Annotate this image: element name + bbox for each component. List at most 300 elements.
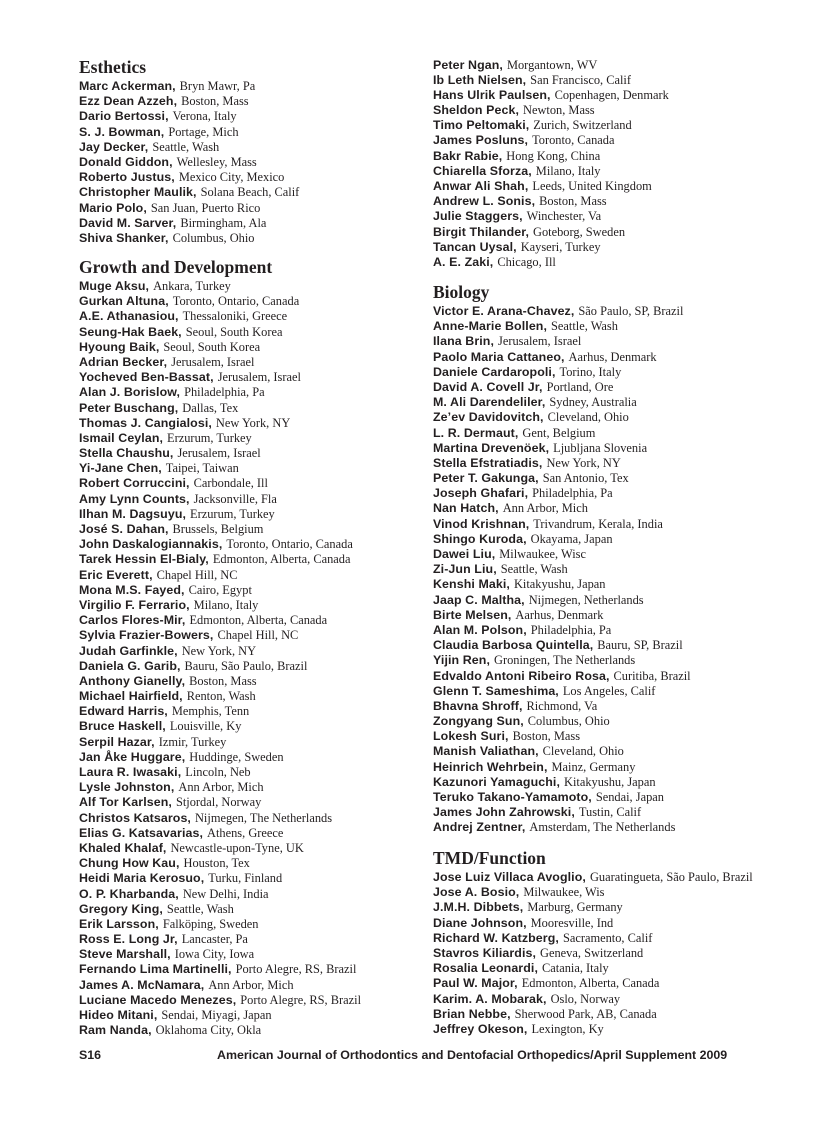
reviewer-name: Virgilio F. Ferrario, — [79, 597, 190, 612]
reviewer-entry — [79, 977, 361, 992]
reviewer-entry — [79, 870, 361, 885]
reviewer-name: Richard W. Katzberg, — [433, 930, 559, 945]
reviewer-entry — [433, 915, 753, 930]
reviewer-entry — [433, 239, 669, 254]
reviewer-location: Amsterdam, The Netherlands — [529, 820, 676, 835]
section-heading: Esthetics — [79, 57, 147, 77]
reviewer-location: Jerusalem, Israel — [498, 334, 582, 349]
reviewer-entry — [433, 960, 753, 975]
reviewer-entry — [79, 400, 361, 415]
reviewer-location: Torino, Italy — [559, 364, 622, 379]
reviewer-location: Jerusalem, Israel — [177, 446, 261, 461]
reviewer-name: Serpil Hazar, — [79, 734, 155, 749]
reviewer-entry — [79, 139, 299, 154]
reviewer-entry — [79, 445, 361, 460]
reviewer-location: São Paulo, SP, Brazil — [578, 304, 684, 318]
reviewer-entry — [79, 840, 361, 855]
reviewer-entry — [433, 945, 753, 960]
reviewer-name: Tancan Uysal, — [433, 239, 517, 254]
reviewer-name: Stella Chaushu, — [79, 446, 174, 461]
reviewer-entry — [433, 622, 691, 637]
reviewer-entry — [79, 597, 361, 612]
reviewer-name: Julie Staggers, — [433, 209, 523, 224]
reviewer-name: Heinrich Wehrbein, — [433, 759, 548, 774]
reviewer-location: New York, NY — [546, 455, 621, 470]
reviewer-entry — [79, 794, 361, 809]
reviewer-entry — [79, 339, 361, 354]
reviewer-entry — [433, 592, 691, 607]
reviewer-location: Philadelphia, Pa — [184, 385, 265, 400]
section-tmd-function — [433, 848, 753, 1036]
reviewer-location: Erzurum, Turkey — [167, 430, 252, 445]
reviewer-location: Columbus, Ohio — [172, 230, 255, 245]
reviewer-location: Groningen, The Netherlands — [494, 653, 636, 668]
reviewer-location: Marburg, Germany — [527, 900, 623, 915]
reviewer-name: Steve Marshall, — [79, 947, 171, 962]
reviewer-entry — [79, 536, 361, 551]
reviewer-location: Mooresville, Ind — [530, 915, 614, 930]
reviewer-entry — [433, 607, 691, 622]
reviewer-entry — [79, 1007, 361, 1022]
reviewer-entry — [433, 254, 669, 269]
reviewer-entry — [433, 884, 753, 899]
reviewer-location: Edmonton, Alberta, Canada — [521, 976, 660, 991]
reviewer-name: Shingo Kuroda, — [433, 531, 527, 546]
reviewer-name: Seung-Hak Baek, — [79, 324, 182, 339]
reviewer-name: Jay Decker, — [79, 139, 149, 154]
reviewer-entry — [433, 637, 691, 652]
reviewer-entry — [79, 825, 361, 840]
reviewer-entry — [79, 430, 361, 445]
reviewer-name: Stella Efstratiadis, — [433, 455, 543, 470]
reviewer-entry — [433, 364, 691, 379]
reviewer-location: Mainz, Germany — [551, 759, 636, 774]
reviewer-location: Dallas, Tex — [182, 400, 239, 415]
reviewer-entry — [433, 349, 691, 364]
reviewer-location: Nijmegen, The Netherlands — [194, 810, 333, 825]
reviewer-location: Lancaster, Pa — [181, 932, 248, 947]
reviewer-name: Ram Nanda, — [79, 1023, 152, 1038]
section-heading: Growth and Development — [79, 257, 273, 277]
reviewer-entry — [433, 546, 691, 561]
reviewer-entry — [79, 946, 361, 961]
reviewer-entry — [433, 975, 753, 990]
reviewer-name: Marc Ackerman, — [79, 79, 176, 93]
reviewer-location: Aarhus, Denmark — [568, 349, 657, 364]
reviewer-entry — [433, 531, 691, 546]
reviewer-name: Amy Lynn Counts, — [79, 491, 190, 506]
reviewer-name: Eric Everett, — [79, 567, 153, 582]
reviewer-name: Zi-Jun Liu, — [433, 562, 497, 577]
reviewer-entry — [79, 1022, 361, 1037]
reviewer-name: Peter Ngan, — [433, 57, 503, 72]
reviewer-location: Okayama, Japan — [530, 531, 613, 546]
reviewer-entry — [79, 886, 361, 901]
reviewer-location: Guaratingueta, São Paulo, Brazil — [589, 870, 753, 884]
reviewer-location: Seattle, Wash — [152, 139, 220, 154]
reviewer-name: Alan M. Polson, — [433, 622, 527, 637]
reviewer-location: Ann Arbor, Mich — [178, 780, 264, 795]
reviewer-name: David M. Sarver, — [79, 215, 177, 230]
reviewer-name: Chiarella Sforza, — [433, 163, 532, 178]
reviewer-entry — [433, 333, 691, 348]
reviewer-location: Birmingham, Ala — [180, 215, 267, 230]
reviewer-name: David A. Covell Jr, — [433, 379, 543, 394]
reviewer-location: Sendai, Japan — [595, 790, 664, 804]
section-growth-and-development — [79, 257, 361, 1037]
reviewer-location: Bryn Mawr, Pa — [179, 79, 256, 93]
reviewer-location: Seattle, Wash — [166, 901, 234, 916]
reviewer-entry — [433, 668, 691, 683]
reviewer-entry — [433, 1021, 753, 1036]
reviewer-name: Zongyang Sun, — [433, 714, 524, 729]
reviewer-entry — [79, 779, 361, 794]
reviewer-location: Winchester, Va — [526, 209, 602, 224]
reviewer-location: Taipei, Taiwan — [165, 461, 239, 476]
reviewer-entry — [433, 561, 691, 576]
reviewer-entry — [433, 440, 691, 455]
reviewer-location: Ann Arbor, Mich — [502, 501, 588, 516]
reviewer-list — [79, 278, 361, 1037]
reviewer-entry — [79, 384, 361, 399]
reviewer-location: Renton, Wash — [186, 689, 256, 704]
reviewer-entry — [433, 991, 753, 1006]
reviewer-location: Sendai, Miyagi, Japan — [161, 1008, 272, 1022]
reviewer-location: Geneva, Switzerland — [540, 945, 644, 960]
reviewer-name: Jan Åke Huggare, — [79, 749, 186, 764]
reviewer-entry — [79, 215, 299, 230]
reviewer-location: Morgantown, WV — [506, 57, 598, 72]
reviewer-entry — [79, 734, 361, 749]
reviewer-location: Boston, Mass — [181, 94, 249, 109]
reviewer-location: Sacramento, Calif — [562, 930, 653, 945]
reviewer-entry — [433, 87, 669, 102]
reviewer-entry — [433, 869, 753, 884]
reviewer-entry — [79, 124, 299, 139]
reviewer-location: Verona, Italy — [172, 109, 237, 124]
reviewer-location: Mexico City, Mexico — [178, 170, 285, 185]
reviewer-location: Tustin, Calif — [578, 805, 642, 820]
reviewer-entry — [433, 759, 691, 774]
reviewer-location: Toronto, Canada — [532, 133, 615, 148]
reviewer-location: Brussels, Belgium — [172, 522, 264, 536]
reviewer-entry — [433, 743, 691, 758]
reviewer-location: Oklahoma City, Okla — [155, 1023, 262, 1038]
reviewer-location: Wellesley, Mass — [176, 154, 257, 169]
reviewer-entry — [433, 470, 691, 485]
reviewer-name: Manish Valiathan, — [433, 744, 539, 759]
reviewer-location: Bauru, São Paulo, Brazil — [184, 658, 308, 673]
reviewer-location: Memphis, Tenn — [171, 704, 250, 719]
reviewer-location: Curitiba, Brazil — [613, 668, 691, 683]
reviewer-location: Cleveland, Ohio — [547, 410, 629, 425]
reviewer-location: Toronto, Ontario, Canada — [226, 537, 353, 552]
reviewer-name: Birte Melsen, — [433, 607, 512, 622]
reviewer-name: James A. McNamara, — [79, 977, 205, 992]
reviewer-location: Goteborg, Sweden — [533, 224, 626, 239]
reviewer-entry — [79, 460, 361, 475]
reviewer-location: New York, NY — [181, 643, 257, 658]
reviewer-location: Izmir, Turkey — [158, 734, 227, 749]
reviewer-name: Paul W. Major, — [433, 976, 518, 991]
reviewer-name: A. E. Zaki, — [433, 254, 494, 269]
reviewer-name: Teruko Takano-Yamamoto, — [433, 790, 592, 804]
reviewer-entry — [433, 500, 691, 515]
reviewer-name: Peter T. Gakunga, — [433, 471, 539, 486]
reviewer-entry — [79, 992, 361, 1007]
reviewer-location: Seattle, Wash — [500, 562, 568, 577]
reviewer-name: Carlos Flores-Mir, — [79, 613, 186, 628]
reviewer-entry — [433, 379, 691, 394]
reviewer-location: Nijmegen, Netherlands — [528, 592, 644, 607]
reviewer-entry — [433, 899, 753, 914]
reviewer-entry — [433, 804, 691, 819]
reviewer-name: Kazunori Yamaguchi, — [433, 774, 560, 789]
reviewer-name: Timo Peltomaki, — [433, 118, 530, 133]
reviewer-name: A.E. Athanasiou, — [79, 309, 179, 324]
reviewer-entry — [79, 200, 299, 215]
reviewer-entry — [79, 278, 361, 293]
reviewer-name: Khaled Khalaf, — [79, 840, 167, 855]
reviewer-entry — [79, 643, 361, 658]
reviewer-location: Houston, Tex — [183, 856, 250, 871]
reviewer-location: Stjordal, Norway — [175, 795, 262, 810]
reviewer-entry — [433, 193, 669, 208]
reviewer-location: Carbondale, Ill — [193, 476, 268, 491]
reviewer-name: Ismail Ceylan, — [79, 430, 164, 445]
reviewer-name: Judah Garfinkle, — [79, 643, 178, 658]
reviewer-location: San Juan, Puerto Rico — [150, 200, 261, 215]
reviewer-location: Lincoln, Neb — [185, 765, 251, 779]
reviewer-name: Claudia Barbosa Quintella, — [433, 638, 594, 653]
reviewer-entry — [79, 658, 361, 673]
reviewer-name: Hideo Mitani, — [79, 1008, 158, 1022]
reviewer-location: Jerusalem, Israel — [217, 370, 301, 385]
reviewer-name: Ib Leth Nielsen, — [433, 72, 527, 87]
reviewer-name: Jose Luiz Villaca Avoglio, — [433, 870, 586, 884]
reviewer-name: Robert Corruccini, — [79, 476, 190, 491]
reviewer-name: James John Zahrowski, — [433, 805, 575, 820]
reviewer-entry — [79, 230, 299, 245]
reviewer-entry — [79, 293, 361, 308]
reviewer-location: Bauru, SP, Brazil — [597, 638, 683, 653]
reviewer-entry — [79, 673, 361, 688]
reviewer-entry — [433, 117, 669, 132]
reviewer-entry — [433, 1006, 753, 1021]
reviewer-name: Jose A. Bosio, — [433, 885, 520, 900]
reviewer-location: Newton, Mass — [523, 103, 595, 118]
reviewer-name: Alan J. Borislow, — [79, 385, 181, 400]
reviewer-name: Christopher Maulik, — [79, 185, 197, 200]
reviewer-name: Ilhan M. Dagsuyu, — [79, 506, 187, 521]
reviewer-name: O. P. Kharbanda, — [79, 886, 179, 901]
reviewer-name: Mario Polo, — [79, 200, 147, 215]
reviewer-entry — [433, 57, 669, 72]
reviewer-name: Bruce Haskell, — [79, 719, 166, 734]
reviewer-entry — [79, 415, 361, 430]
reviewer-name: S. J. Bowman, — [79, 124, 165, 139]
reviewer-entry — [79, 718, 361, 733]
reviewer-location: Thessaloniki, Greece — [182, 309, 288, 324]
page-number: S16 — [79, 1048, 102, 1062]
reviewer-entry — [433, 713, 691, 728]
reviewer-list — [79, 78, 299, 245]
reviewer-location: Seattle, Wash — [551, 319, 618, 334]
reviewer-name: James Posluns, — [433, 133, 529, 148]
reviewer-location: Aarhus, Denmark — [515, 607, 604, 622]
reviewer-location: Porto Alegre, RS, Brazil — [240, 992, 362, 1007]
reviewer-entry — [79, 93, 299, 108]
reviewer-location: Chapel Hill, NC — [156, 567, 238, 582]
section-esthetics — [79, 57, 299, 245]
reviewer-name: Andrej Zentner, — [433, 820, 526, 835]
reviewer-location: Zurich, Switzerland — [533, 118, 632, 133]
reviewer-location: Trivandrum, Kerala, India — [533, 516, 663, 531]
reviewer-location: Ljubljana Slovenia — [553, 440, 648, 455]
section-growth-and-development-continued — [433, 57, 669, 270]
reviewer-entry — [79, 612, 361, 627]
reviewer-name: M. Ali Darendeliler, — [433, 395, 546, 410]
reviewer-location: Richmond, Va — [526, 698, 598, 713]
reviewer-entry — [79, 961, 361, 976]
reviewer-name: Shiva Shanker, — [79, 230, 169, 245]
reviewer-entry — [433, 394, 691, 409]
reviewer-entry — [433, 516, 691, 531]
reviewer-entry — [79, 749, 361, 764]
reviewer-location: Jacksonville, Fla — [193, 491, 277, 506]
reviewer-location: Philadelphia, Pa — [532, 486, 613, 501]
reviewer-name: Dario Bertossi, — [79, 109, 169, 124]
reviewer-entry — [433, 208, 669, 223]
reviewer-name: Yocheved Ben-Bassat, — [79, 370, 214, 385]
reviewer-location: Boston, Mass — [539, 194, 607, 209]
reviewer-entry — [79, 931, 361, 946]
reviewer-name: Heidi Maria Kerosuo, — [79, 871, 205, 886]
reviewer-location: Turku, Finland — [208, 871, 283, 886]
reviewer-name: Anthony Gianelly, — [79, 673, 186, 688]
reviewer-name: L. R. Dermaut, — [433, 425, 519, 440]
reviewer-name: Birgit Thilander, — [433, 224, 530, 239]
reviewer-name: Brian Nebbe, — [433, 1006, 511, 1021]
reviewer-entry — [433, 409, 691, 424]
reviewer-name: Thomas J. Cangialosi, — [79, 415, 212, 430]
reviewer-name: Lokesh Suri, — [433, 729, 509, 744]
reviewer-name: Victor E. Arana-Chavez, — [433, 304, 575, 318]
reviewer-location: Milano, Italy — [535, 163, 601, 178]
reviewer-location: Sherwood Park, AB, Canada — [514, 1006, 657, 1021]
reviewer-entry — [433, 789, 691, 804]
reviewer-location: Edmonton, Alberta, Canada — [189, 613, 328, 628]
reviewer-entry — [433, 224, 669, 239]
reviewer-location: Seoul, South Korea — [163, 339, 261, 354]
reviewer-entry — [433, 652, 691, 667]
reviewer-name: Ross E. Long Jr, — [79, 932, 178, 947]
reviewer-location: Kitakyushu, Japan — [564, 774, 656, 789]
reviewer-name: Stavros Kiliardis, — [433, 945, 537, 960]
reviewer-entry — [79, 354, 361, 369]
reviewer-name: Adrian Becker, — [79, 354, 168, 369]
reviewer-entry — [433, 576, 691, 591]
journal-footer: American Journal of Orthodontics and Dentofacial Orthopedics/April Supplement 2009 — [217, 1048, 728, 1062]
reviewer-location: Hong Kong, China — [506, 148, 601, 163]
reviewer-location: Kayseri, Turkey — [520, 239, 601, 254]
reviewer-location: Erzurum, Turkey — [190, 506, 275, 521]
reviewer-name: Alf Tor Karlsen, — [79, 795, 172, 810]
reviewer-name: Fernando Lima Martinelli, — [79, 962, 232, 977]
reviewer-location: New Delhi, India — [182, 886, 269, 901]
reviewer-location: Milano, Italy — [193, 597, 259, 612]
reviewer-name: Erik Larsson, — [79, 916, 159, 931]
reviewer-name: Jaap C. Maltha, — [433, 592, 525, 607]
reviewer-entry — [79, 169, 299, 184]
reviewer-name: J.M.H. Dibbets, — [433, 900, 524, 915]
reviewer-entry — [433, 425, 691, 440]
reviewer-location: San Francisco, Calif — [530, 72, 631, 87]
reviewer-name: Luciane Macedo Menezes, — [79, 992, 237, 1007]
reviewer-name: Hans Ulrik Paulsen, — [433, 87, 551, 102]
reviewer-name: Edvaldo Antoni Ribeiro Rosa, — [433, 668, 610, 683]
reviewer-name: Lysle Johnston, — [79, 780, 175, 795]
reviewer-location: Chapel Hill, NC — [217, 628, 299, 643]
reviewer-name: Bakr Rabie, — [433, 148, 503, 163]
reviewer-location: Toronto, Ontario, Canada — [172, 294, 300, 309]
reviewer-entry — [79, 475, 361, 490]
reviewer-location: Ankara, Turkey — [153, 279, 231, 293]
reviewer-entry — [433, 485, 691, 500]
reviewer-name: Karim. A. Mobarak, — [433, 991, 547, 1006]
reviewer-name: Edward Harris, — [79, 704, 168, 719]
reviewer-entry — [433, 318, 691, 333]
reviewer-entry — [79, 108, 299, 123]
reviewer-location: San Antonio, Tex — [542, 471, 629, 486]
reviewer-name: Peter Buschang, — [79, 400, 179, 415]
reviewer-entry — [79, 567, 361, 582]
reviewer-entry — [79, 703, 361, 718]
reviewer-entry — [433, 930, 753, 945]
reviewer-name: Nan Hatch, — [433, 501, 499, 516]
reviewer-entry — [433, 303, 691, 318]
reviewer-name: Dawei Liu, — [433, 547, 496, 561]
reviewer-entry — [79, 688, 361, 703]
reviewer-name: Gurkan Altuna, — [79, 294, 169, 309]
reviewer-name: Elias G. Katsavarias, — [79, 825, 204, 840]
reviewer-entry — [79, 855, 361, 870]
reviewer-entry — [79, 491, 361, 506]
reviewer-entry — [79, 582, 361, 597]
reviewer-entry — [433, 698, 691, 713]
reviewer-entry — [433, 683, 691, 698]
reviewer-list — [433, 57, 669, 270]
reviewer-list — [433, 869, 753, 1036]
reviewer-name: Sheldon Peck, — [433, 103, 519, 118]
reviewer-location: Portage, Mich — [168, 124, 239, 139]
section-biology — [433, 282, 691, 835]
reviewer-name: Donald Giddon, — [79, 154, 173, 169]
section-heading: Biology — [433, 282, 490, 302]
reviewer-location: Milwaukee, Wisc — [499, 547, 586, 561]
reviewer-name: Yijin Ren, — [433, 653, 490, 668]
reviewer-entry — [433, 132, 669, 147]
reviewer-entry — [79, 810, 361, 825]
reviewer-location: Gent, Belgium — [522, 425, 596, 440]
reviewer-entry — [433, 102, 669, 117]
reviewer-entry — [433, 774, 691, 789]
reviewer-entry — [433, 148, 669, 163]
reviewer-name: Yi-Jane Chen, — [79, 461, 162, 476]
reviewer-location: Catania, Italy — [541, 961, 609, 976]
reviewer-entry — [79, 78, 299, 93]
reviewer-location: Seoul, South Korea — [185, 324, 283, 339]
